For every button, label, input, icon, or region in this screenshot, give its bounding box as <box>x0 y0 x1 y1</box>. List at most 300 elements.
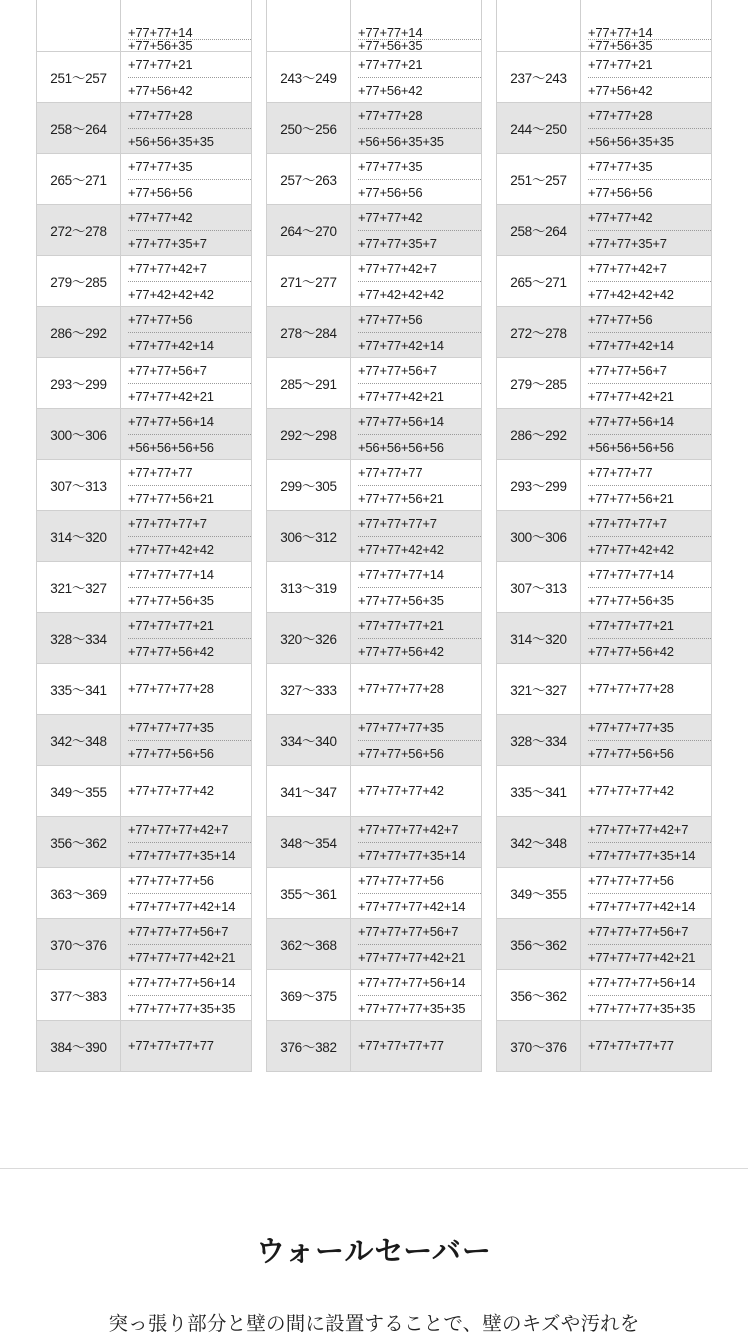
value-line: +77+77+77+7 <box>588 515 667 531</box>
value-stack <box>128 52 251 102</box>
spec-table-column-2 <box>266 0 482 1072</box>
value-stack <box>358 562 481 612</box>
cell-values <box>121 561 252 612</box>
value-line: +77+77+77+56+7 <box>588 923 689 939</box>
table-row <box>497 867 712 918</box>
value-line: +77+77+42+7 <box>588 260 667 276</box>
value-line: +77+77+77+21 <box>588 617 674 633</box>
table-row <box>497 255 712 306</box>
cell-range: 355〜361 <box>267 867 351 918</box>
cell-range: 285〜291 <box>267 357 351 408</box>
table-row <box>37 0 252 51</box>
value-line: +77+77+28 <box>358 107 423 123</box>
cell-range: 299〜305 <box>267 459 351 510</box>
table-row <box>267 663 482 714</box>
table-row <box>37 816 252 867</box>
value-line: +77+77+77+28 <box>128 681 214 696</box>
value-stack <box>128 817 251 867</box>
cell-range: 313〜319 <box>267 561 351 612</box>
table-row <box>497 153 712 204</box>
value-line: +56+56+35+35 <box>358 128 481 153</box>
table-row <box>37 612 252 663</box>
cell-values <box>581 510 712 561</box>
value-line: +77+77+56+14 <box>588 413 674 429</box>
value-line: +77+77+14 <box>358 26 423 39</box>
table-row <box>497 765 712 816</box>
cell-range: 243〜249 <box>267 51 351 102</box>
value-stack <box>588 613 711 663</box>
value-line: +77+56+56 <box>358 179 481 204</box>
value-stack <box>128 511 251 561</box>
cell-range: 349〜355 <box>497 867 581 918</box>
cell-values <box>351 510 482 561</box>
cell-values <box>121 408 252 459</box>
value-line: +77+77+42 <box>588 209 653 225</box>
table-row <box>267 714 482 765</box>
cell-values <box>351 408 482 459</box>
cell-range <box>267 0 351 51</box>
cell-values <box>121 459 252 510</box>
cell-range: 278〜284 <box>267 306 351 357</box>
cell-values <box>351 969 482 1020</box>
cell-range: 335〜341 <box>497 765 581 816</box>
cell-values <box>581 918 712 969</box>
cell-range: 265〜271 <box>497 255 581 306</box>
value-stack <box>128 1021 251 1070</box>
value-stack <box>358 868 481 918</box>
table-row <box>497 357 712 408</box>
cell-range: 384〜390 <box>37 1020 121 1071</box>
table-row <box>267 765 482 816</box>
value-line: +77+77+77+42+7 <box>128 821 229 837</box>
cell-values <box>581 816 712 867</box>
value-line: +77+77+77+21 <box>128 617 214 633</box>
cell-range: 321〜327 <box>37 561 121 612</box>
value-stack <box>128 664 251 713</box>
value-stack <box>588 970 711 1020</box>
value-line: +77+77+56+42 <box>128 638 251 663</box>
cell-values <box>581 0 712 51</box>
value-stack <box>588 868 711 918</box>
value-stack <box>588 919 711 969</box>
value-line: +77+77+77+56 <box>128 872 214 888</box>
cell-values <box>581 153 712 204</box>
value-stack <box>358 664 481 713</box>
value-line: +77+77+77+56 <box>588 872 674 888</box>
value-stack <box>358 511 481 561</box>
table-row <box>497 918 712 969</box>
table-row <box>267 153 482 204</box>
value-line: +77+56+35 <box>128 39 251 51</box>
cell-values <box>121 306 252 357</box>
cell-values <box>121 663 252 714</box>
cell-values <box>351 0 482 51</box>
cell-range: 370〜376 <box>37 918 121 969</box>
cell-values <box>351 612 482 663</box>
cell-range: 341〜347 <box>267 765 351 816</box>
value-line: +77+77+77+35 <box>358 719 444 735</box>
spec-table-column-3 <box>496 0 712 1072</box>
table-row <box>497 612 712 663</box>
cell-values <box>581 867 712 918</box>
table-row <box>37 459 252 510</box>
table-row <box>267 816 482 867</box>
cell-range: 251〜257 <box>37 51 121 102</box>
value-stack <box>588 103 711 153</box>
cell-values <box>121 357 252 408</box>
cell-range: 327〜333 <box>267 663 351 714</box>
table-row <box>37 153 252 204</box>
cell-range: 342〜348 <box>497 816 581 867</box>
value-stack <box>588 664 711 713</box>
table-row <box>37 969 252 1020</box>
value-line: +77+77+56+21 <box>588 485 711 510</box>
value-stack <box>358 970 481 1020</box>
value-line: +77+77+56+56 <box>128 740 251 765</box>
cell-values <box>581 102 712 153</box>
value-stack <box>128 868 251 918</box>
cell-range: 306〜312 <box>267 510 351 561</box>
value-line: +77+42+42+42 <box>358 281 481 306</box>
value-stack <box>358 0 481 51</box>
cell-range: 321〜327 <box>497 663 581 714</box>
value-line: +77+77+42+42 <box>128 536 251 561</box>
value-stack <box>128 919 251 969</box>
cell-range: 356〜362 <box>497 969 581 1020</box>
table-row <box>37 510 252 561</box>
value-line: +77+56+56 <box>588 179 711 204</box>
value-line: +77+77+77+14 <box>588 566 674 582</box>
value-line: +77+77+35+7 <box>128 230 251 255</box>
value-line: +77+77+77 <box>128 464 193 480</box>
cell-values <box>121 102 252 153</box>
value-line: +77+77+77+42+7 <box>358 821 459 837</box>
value-stack <box>588 154 711 204</box>
cell-values <box>351 918 482 969</box>
value-line: +77+77+21 <box>358 56 423 72</box>
cell-values <box>581 459 712 510</box>
cell-range: 264〜270 <box>267 204 351 255</box>
cell-values <box>121 204 252 255</box>
cell-range: 356〜362 <box>37 816 121 867</box>
value-line: +77+77+42+21 <box>588 383 711 408</box>
cell-range: 335〜341 <box>37 663 121 714</box>
cell-values <box>121 765 252 816</box>
value-line: +77+77+77+77 <box>588 1038 674 1053</box>
cell-range: 334〜340 <box>267 714 351 765</box>
value-stack <box>358 715 481 765</box>
value-stack <box>588 766 711 815</box>
cell-range: 293〜299 <box>37 357 121 408</box>
table-row <box>267 459 482 510</box>
value-line: +77+77+77+35 <box>588 719 674 735</box>
cell-values <box>121 612 252 663</box>
value-stack <box>128 256 251 306</box>
value-line: +77+77+77 <box>588 464 653 480</box>
value-line: +77+56+42 <box>588 77 711 102</box>
cell-values <box>351 1020 482 1071</box>
value-stack <box>128 766 251 815</box>
cell-range: 363〜369 <box>37 867 121 918</box>
section-description: 突っ張り部分と壁の間に設置することで、壁のキズや汚れを <box>108 1312 640 1335</box>
cell-range: 237〜243 <box>497 51 581 102</box>
table-row <box>37 306 252 357</box>
table-row <box>267 0 482 51</box>
spec-table-column-1 <box>36 0 252 1072</box>
cell-range: 369〜375 <box>267 969 351 1020</box>
value-line: +77+77+77+35 <box>128 719 214 735</box>
cell-values <box>121 969 252 1020</box>
value-line: +77+77+77+42+14 <box>128 893 251 918</box>
value-stack <box>358 358 481 408</box>
value-stack <box>358 205 481 255</box>
value-stack <box>128 154 251 204</box>
value-line: +77+77+56+35 <box>588 587 711 612</box>
cell-values <box>581 612 712 663</box>
value-line: +77+77+42 <box>128 209 193 225</box>
cell-range: 300〜306 <box>37 408 121 459</box>
value-stack <box>128 460 251 510</box>
value-line: +77+77+56 <box>588 311 653 327</box>
value-stack <box>358 766 481 815</box>
value-line: +77+77+42+14 <box>588 332 711 357</box>
cell-values <box>351 663 482 714</box>
value-line: +77+77+35+7 <box>588 230 711 255</box>
cell-values <box>121 714 252 765</box>
value-line: +77+77+56 <box>358 311 423 327</box>
cell-range <box>37 0 121 51</box>
value-stack <box>128 715 251 765</box>
value-line: +77+77+42+7 <box>128 260 207 276</box>
table-row <box>267 561 482 612</box>
cell-range: 279〜285 <box>37 255 121 306</box>
table-row <box>497 510 712 561</box>
value-line: +77+77+35 <box>358 158 423 174</box>
cell-values <box>351 255 482 306</box>
table-row <box>497 1020 712 1071</box>
table-row <box>37 357 252 408</box>
value-stack <box>358 460 481 510</box>
value-line: +77+77+77+35+14 <box>588 842 711 867</box>
value-line: +77+77+56+35 <box>358 587 481 612</box>
value-stack <box>128 205 251 255</box>
value-stack <box>128 103 251 153</box>
cell-range: 292〜298 <box>267 408 351 459</box>
value-line: +77+77+77+77 <box>358 1038 444 1053</box>
cell-range: 349〜355 <box>37 765 121 816</box>
cell-values <box>121 255 252 306</box>
cell-values <box>351 459 482 510</box>
cell-range: 272〜278 <box>497 306 581 357</box>
cell-range: 272〜278 <box>37 204 121 255</box>
cell-range: 293〜299 <box>497 459 581 510</box>
value-line: +77+77+14 <box>128 26 193 39</box>
value-line: +77+77+77+42 <box>358 783 444 798</box>
table-row <box>497 459 712 510</box>
cell-range: 250〜256 <box>267 102 351 153</box>
value-line: +77+77+77+35+14 <box>128 842 251 867</box>
cell-values <box>121 918 252 969</box>
cell-values <box>351 102 482 153</box>
cell-values <box>351 714 482 765</box>
cell-range: 257〜263 <box>267 153 351 204</box>
value-stack <box>588 715 711 765</box>
value-stack <box>128 613 251 663</box>
table-row <box>497 306 712 357</box>
value-stack <box>128 409 251 459</box>
value-line: +77+56+42 <box>358 77 481 102</box>
cell-range: 286〜292 <box>37 306 121 357</box>
value-stack <box>588 205 711 255</box>
cell-range: 251〜257 <box>497 153 581 204</box>
value-stack <box>588 1021 711 1070</box>
table-row <box>267 867 482 918</box>
cell-range: 328〜334 <box>37 612 121 663</box>
value-line: +77+77+42+42 <box>588 536 711 561</box>
cell-values <box>121 0 252 51</box>
value-line: +77+77+77+7 <box>358 515 437 531</box>
value-line: +77+77+77+42 <box>128 783 214 798</box>
value-stack <box>588 817 711 867</box>
value-line: +77+77+77+56+14 <box>128 974 236 990</box>
cell-values <box>581 561 712 612</box>
cell-values <box>351 204 482 255</box>
cell-range: 244〜250 <box>497 102 581 153</box>
value-line: +77+77+77+28 <box>358 681 444 696</box>
value-line: +77+42+42+42 <box>588 281 711 306</box>
value-stack <box>588 0 711 51</box>
cell-range: 258〜264 <box>37 102 121 153</box>
cell-values <box>351 306 482 357</box>
cell-values <box>121 153 252 204</box>
value-line: +77+77+77+42 <box>588 783 674 798</box>
value-line: +77+77+42 <box>358 209 423 225</box>
value-line: +77+77+77+56+7 <box>128 923 229 939</box>
cell-range: 258〜264 <box>497 204 581 255</box>
value-line: +77+77+56+14 <box>358 413 444 429</box>
value-line: +56+56+56+56 <box>588 434 711 459</box>
cell-values <box>351 561 482 612</box>
cell-values <box>581 357 712 408</box>
value-stack <box>588 256 711 306</box>
value-line: +77+77+42+7 <box>358 260 437 276</box>
table-row <box>497 102 712 153</box>
value-line: +77+56+56 <box>128 179 251 204</box>
value-stack <box>588 307 711 357</box>
value-line: +77+77+77+35+14 <box>358 842 481 867</box>
table-row <box>497 714 712 765</box>
value-line: +56+56+35+35 <box>588 128 711 153</box>
table-row <box>37 204 252 255</box>
value-line: +56+56+56+56 <box>358 434 481 459</box>
value-line: +77+77+35 <box>588 158 653 174</box>
cell-values <box>351 153 482 204</box>
table-row <box>37 1020 252 1071</box>
value-line: +56+56+56+56 <box>128 434 251 459</box>
value-line: +77+77+21 <box>588 56 653 72</box>
table-row <box>267 51 482 102</box>
cell-values <box>351 867 482 918</box>
value-line: +77+77+56+7 <box>358 362 437 378</box>
value-stack <box>358 817 481 867</box>
cell-range: 300〜306 <box>497 510 581 561</box>
value-line: +77+77+77+77 <box>128 1038 214 1053</box>
table-row <box>37 255 252 306</box>
table-row <box>37 765 252 816</box>
cell-range: 271〜277 <box>267 255 351 306</box>
value-line: +77+77+77+56 <box>358 872 444 888</box>
cell-values <box>581 408 712 459</box>
value-stack <box>358 103 481 153</box>
value-line: +77+77+77+42+14 <box>588 893 711 918</box>
value-stack <box>588 511 711 561</box>
cell-values <box>581 204 712 255</box>
value-stack <box>358 613 481 663</box>
value-line: +77+77+35+7 <box>358 230 481 255</box>
cell-values <box>581 714 712 765</box>
value-line: +77+77+77+56+7 <box>358 923 459 939</box>
table-row <box>497 408 712 459</box>
value-line: +77+77+42+14 <box>128 332 251 357</box>
cell-range: 376〜382 <box>267 1020 351 1071</box>
table-body-2 <box>267 0 482 1071</box>
value-stack <box>128 358 251 408</box>
cell-range: 348〜354 <box>267 816 351 867</box>
cell-values <box>121 1020 252 1071</box>
value-stack <box>588 460 711 510</box>
value-line: +77+77+14 <box>588 26 653 39</box>
table-row <box>37 663 252 714</box>
cell-range: 286〜292 <box>497 408 581 459</box>
value-line: +77+77+56 <box>128 311 193 327</box>
table-row <box>267 918 482 969</box>
value-stack <box>358 919 481 969</box>
wall-saver-section <box>0 1169 748 1341</box>
cell-range: 356〜362 <box>497 918 581 969</box>
table-row <box>267 102 482 153</box>
cell-values <box>351 51 482 102</box>
value-line: +77+77+56+35 <box>128 587 251 612</box>
table-row <box>267 255 482 306</box>
cell-range: 370〜376 <box>497 1020 581 1071</box>
table-row <box>267 357 482 408</box>
cell-values <box>581 51 712 102</box>
table-row <box>267 612 482 663</box>
cell-range: 265〜271 <box>37 153 121 204</box>
value-line: +77+56+35 <box>588 39 711 51</box>
value-stack <box>358 256 481 306</box>
value-stack <box>128 307 251 357</box>
table-row <box>267 510 482 561</box>
value-line: +77+77+77+35+35 <box>588 995 711 1020</box>
value-stack <box>128 970 251 1020</box>
cell-values <box>581 765 712 816</box>
cell-range: 307〜313 <box>497 561 581 612</box>
value-line: +77+77+56+21 <box>358 485 481 510</box>
table-row <box>37 918 252 969</box>
section-title: ウォールセーバー <box>256 1235 492 1268</box>
value-line: +77+56+42 <box>128 77 251 102</box>
table-row <box>497 204 712 255</box>
value-line: +77+77+77+21 <box>358 617 444 633</box>
value-stack <box>128 0 251 51</box>
value-line: +77+77+77+56+14 <box>358 974 466 990</box>
cell-values <box>351 765 482 816</box>
value-line: +77+77+56+42 <box>588 638 711 663</box>
cell-values <box>581 1020 712 1071</box>
table-row <box>37 51 252 102</box>
cell-values <box>351 357 482 408</box>
